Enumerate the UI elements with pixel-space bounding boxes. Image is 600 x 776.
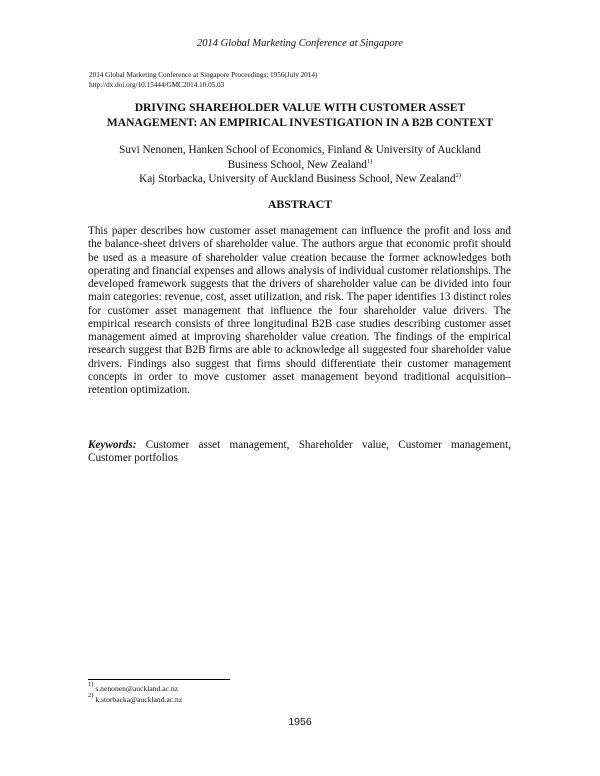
footnotes [88, 681, 183, 705]
page-number: 1956 [288, 716, 312, 728]
footnote-divider [88, 679, 230, 680]
abstract-heading: ABSTRACT [267, 197, 333, 211]
footnote-1-mark: 1) [88, 681, 94, 688]
author-2-footnote-mark: 2) [455, 172, 461, 180]
keywords-label: Keywords: [88, 439, 137, 451]
keywords [88, 439, 511, 466]
author-1-footnote-mark: 1) [366, 157, 373, 165]
footnote-1-email[interactable]: s.nenonen@auckland.ac.nz [95, 684, 179, 693]
author-1-affiliation-cont [60, 158, 540, 173]
abstract-body: This paper describes how customer asset management can influence the profit and loss and the balance-sheet drivers of shareholder value. The authors argue that economic profit should be used as a measure of shareholder value creation because the former acknowledges both operating and financial expenses and allows analysis of individual customer relationships. The developed framework suggests that the drivers of shareholder value can be divided into four main categories: revenue, cost, asset utilization, and risk. The paper identifies 13 distinct roles for customer asset management that influence the four shareholder value drivers. The empirical research consists of three longitudinal B2B case studies describing customer asset management aimed at improving shareholder value creation. The findings of the empirical research suggest that B2B firms are able to acknowledge all suggested four shareholder value drivers. Findings also suggest that firms should differentiate their customer management concepts in order to move customer asset management beyond traditional acquisition–retention optimization. [88, 225, 511, 396]
author-2-affiliation [60, 172, 540, 187]
proceedings-meta [89, 71, 317, 91]
title-line-2: MANAGEMENT: AN EMPIRICAL INVESTIGATION IN A B2B CONTEXT [106, 116, 494, 129]
author-1-affiliation: Suvi Nenonen, Hanken School of Economics, Finland & University of Auckland [119, 144, 481, 156]
author-2-affiliation-line: Kaj Storbacka, University of Auckland Business School, New Zealand [139, 173, 456, 186]
footnote-2 [88, 691, 183, 706]
paper-title [60, 100, 540, 130]
running-head: 2014 Global Marketing Conference at Singapore [197, 38, 403, 49]
footnote-2-email[interactable]: k.storbacka@auckland.ac.nz [95, 694, 183, 704]
footnote-1 [88, 681, 182, 695]
doi-link[interactable]: http://dx.doi.org/10.15444/GMC2014.10.05.03 [89, 80, 225, 89]
footnote-2-mark: 2) [88, 691, 94, 699]
author-block [60, 143, 540, 187]
keywords-text: Customer asset management, Shareholder value, Customer management, Customer portfolios [88, 439, 512, 465]
author-1-affiliation-line2: Business School, New Zealand [227, 158, 367, 171]
title-line-1: DRIVING SHAREHOLDER VALUE WITH CUSTOMER ASSET [134, 101, 466, 114]
proceedings-citation: 2014 Global Marketing Conference at Singapore Proceedings: 1956(July 2014) [89, 71, 318, 79]
